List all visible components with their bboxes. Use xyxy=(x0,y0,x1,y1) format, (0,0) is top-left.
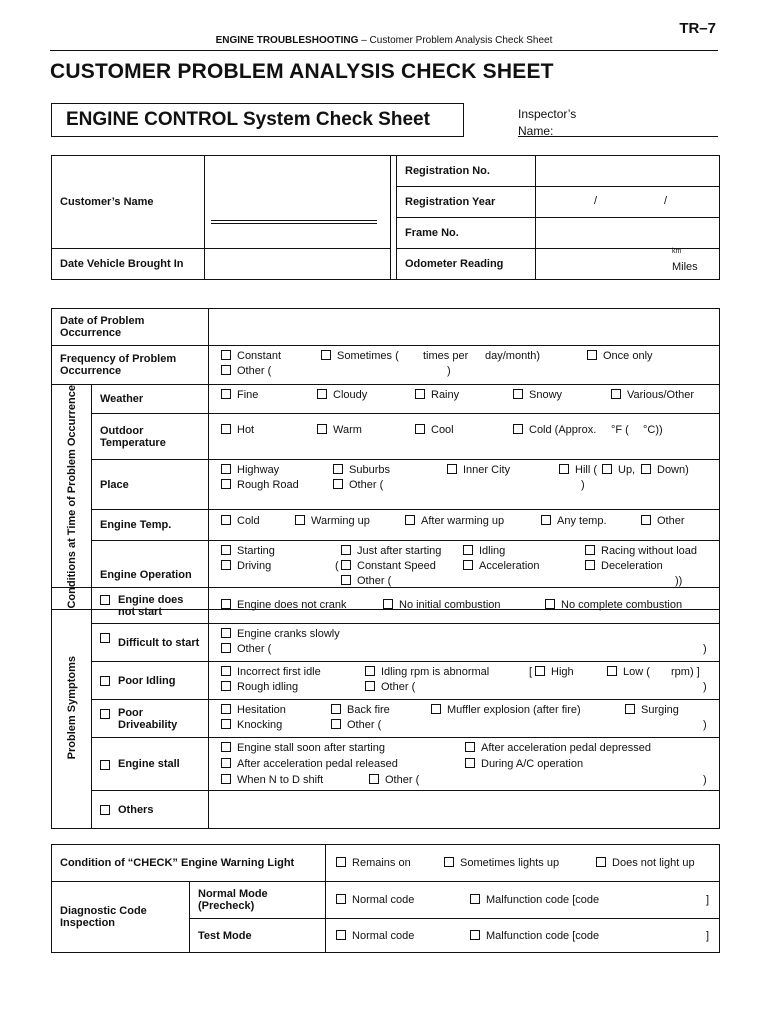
checkbox-icon xyxy=(415,389,425,399)
checkbox-icon xyxy=(625,704,635,714)
diff-close: ) xyxy=(703,643,707,655)
header-rule xyxy=(50,50,718,51)
checkbox-icon xyxy=(221,389,231,399)
checkbox-icon xyxy=(100,633,110,643)
odometer-label: Odometer Reading xyxy=(397,249,536,280)
op-racing[interactable]: Racing without load xyxy=(585,545,697,557)
symptoms-label: Problem Symptoms xyxy=(65,656,78,760)
idle-rpm-abnormal[interactable]: Idling rpm is abnormal xyxy=(365,666,489,678)
sym-others[interactable]: Others xyxy=(92,791,209,829)
test-mode-options xyxy=(326,919,720,953)
temp-cold[interactable]: Cold (Approx. xyxy=(513,424,596,436)
op-acceleration[interactable]: Acceleration xyxy=(463,560,540,572)
checkbox-icon xyxy=(463,560,473,570)
dns-no-crank[interactable]: Engine does not crank xyxy=(221,599,346,611)
op-constant-speed[interactable]: Constant Speed xyxy=(341,560,436,572)
checkbox-icon xyxy=(545,599,555,609)
eng-temp-after[interactable]: After warming up xyxy=(405,515,504,527)
checkbox-icon xyxy=(317,424,327,434)
sym-engine-stall[interactable]: Engine stall xyxy=(92,738,209,791)
checkbox-icon xyxy=(369,774,379,784)
customer-table xyxy=(51,155,720,280)
weather-options xyxy=(209,385,720,414)
subtitle-box xyxy=(51,103,464,137)
stall-ac[interactable]: During A/C operation xyxy=(465,758,583,770)
inspector-line2: Name: xyxy=(518,124,554,138)
checkbox-icon xyxy=(331,719,341,729)
stall-other[interactable]: Other ( xyxy=(369,774,419,786)
reg-year-sep2: / xyxy=(664,195,668,207)
idle-high[interactable]: High xyxy=(535,666,574,678)
checkbox-icon xyxy=(336,894,346,904)
checkbox-icon xyxy=(331,704,341,714)
normal-mode-label: Normal Mode (Precheck) xyxy=(190,882,326,919)
weather-cloudy[interactable]: Cloudy xyxy=(317,389,367,401)
nm-close: ] xyxy=(706,894,710,906)
weather-various[interactable]: Various/Other xyxy=(611,389,694,401)
checkbox-icon xyxy=(607,666,617,676)
checkbox-icon xyxy=(336,857,346,867)
name-underline xyxy=(211,220,377,224)
checkbox-icon xyxy=(100,709,110,719)
checkbox-icon xyxy=(221,350,231,360)
freq-other[interactable]: Other ( xyxy=(221,365,271,377)
checkbox-icon xyxy=(585,560,595,570)
checkbox-icon xyxy=(641,515,651,525)
stall-pedal-depressed[interactable]: After acceleration pedal depressed xyxy=(465,742,651,754)
op-just-after[interactable]: Just after starting xyxy=(341,545,441,557)
checkbox-icon xyxy=(341,560,351,570)
checkbox-icon xyxy=(470,894,480,904)
checkbox-icon xyxy=(221,464,231,474)
checkbox-icon xyxy=(447,464,457,474)
checkbox-icon xyxy=(221,774,231,784)
checkbox-icon xyxy=(295,515,305,525)
checkbox-icon xyxy=(365,666,375,676)
stall-soon-after[interactable]: Engine stall soon after starting xyxy=(221,742,385,754)
date-brought-in-field[interactable] xyxy=(205,249,391,280)
diff-other[interactable]: Other ( xyxy=(221,643,271,655)
checkbox-icon xyxy=(333,479,343,489)
checkbox-icon xyxy=(221,742,231,752)
checkbox-icon xyxy=(221,599,231,609)
conditions-label: Conditions at Time of Problem Occurrence xyxy=(65,385,78,609)
freq-times-per: times per xyxy=(423,350,469,362)
subtitle: ENGINE CONTROL System Check Sheet xyxy=(66,109,430,130)
checkbox-icon xyxy=(470,930,480,940)
weather-label: Weather xyxy=(92,385,209,414)
place-highway[interactable]: Highway xyxy=(221,464,279,476)
header-section: ENGINE TROUBLESHOOTING xyxy=(215,35,359,46)
checkbox-icon xyxy=(221,704,231,714)
test-mode-label: Test Mode xyxy=(190,919,326,953)
symptoms-table xyxy=(51,587,720,829)
op-paren: ( xyxy=(335,559,339,572)
checkbox-icon xyxy=(383,599,393,609)
checkbox-icon xyxy=(333,464,343,474)
checkbox-icon xyxy=(100,760,110,770)
frequency-label: Frequency of Problem Occurrence xyxy=(52,346,209,385)
outdoor-temp-options xyxy=(209,414,720,460)
temp-celsius: °C)) xyxy=(643,424,663,437)
checkbox-icon xyxy=(221,628,231,638)
drive-close: ) xyxy=(703,719,707,731)
page-title: CUSTOMER PROBLEM ANALYSIS CHECK SHEET xyxy=(50,60,554,83)
checkbox-icon xyxy=(611,389,621,399)
idle-other[interactable]: Other ( xyxy=(365,681,415,693)
nm-normal-code[interactable]: Normal code xyxy=(336,894,414,906)
checkbox-icon xyxy=(221,681,231,691)
odometer-field[interactable] xyxy=(536,249,720,280)
drive-knocking[interactable]: Knocking xyxy=(221,719,282,731)
place-inner-city[interactable]: Inner City xyxy=(447,464,510,476)
difficult-options xyxy=(209,624,720,662)
idle-rough[interactable]: Rough idling xyxy=(221,681,298,693)
date-occurrence-label: Date of Problem Occurrence xyxy=(52,309,209,346)
check-light-label: Condition of “CHECK” Engine Warning Light xyxy=(52,845,326,882)
frame-no-field[interactable] xyxy=(536,218,720,249)
checkbox-icon xyxy=(585,545,595,555)
freq-constant[interactable]: Constant xyxy=(221,350,281,362)
checkbox-icon xyxy=(431,704,441,714)
checkbox-icon xyxy=(221,758,231,768)
checkbox-icon xyxy=(465,758,475,768)
checkbox-icon xyxy=(100,805,110,815)
checkbox-icon xyxy=(341,545,351,555)
checkbox-icon xyxy=(221,424,231,434)
place-hill[interactable]: Hill ( xyxy=(559,464,597,476)
checkbox-icon xyxy=(587,350,597,360)
checkbox-icon xyxy=(513,424,523,434)
checkbox-icon xyxy=(535,666,545,676)
checkbox-icon xyxy=(100,595,110,605)
outdoor-temp-label: Outdoor Temperature xyxy=(92,414,209,460)
place-other[interactable]: Other ( xyxy=(333,479,383,491)
freq-day-month: day/month) xyxy=(485,350,541,362)
poor-idling-options xyxy=(209,662,720,700)
conditions-vertical-cell xyxy=(52,385,92,610)
checkbox-icon xyxy=(341,575,351,585)
occurrence-table xyxy=(51,308,720,610)
eng-temp-warming[interactable]: Warming up xyxy=(295,515,370,527)
temp-fahrenheit: °F ( xyxy=(611,424,629,437)
idle-rpm: rpm) ] xyxy=(671,666,700,678)
check-light-options xyxy=(326,845,720,882)
op-idling[interactable]: Idling xyxy=(463,545,505,557)
idle-bracket: [ xyxy=(529,666,533,678)
light-remains-on[interactable]: Remains on xyxy=(336,857,411,869)
drive-surging[interactable]: Surging xyxy=(625,704,679,716)
weather-snowy[interactable]: Snowy xyxy=(513,389,562,401)
drive-other[interactable]: Other ( xyxy=(331,719,381,731)
frame-no-label: Frame No. xyxy=(397,218,536,249)
stall-pedal-released[interactable]: After acceleration pedal released xyxy=(221,758,398,770)
page-number: TR–7 xyxy=(679,20,716,37)
idle-close: ) xyxy=(703,681,707,693)
freq-close: ) xyxy=(447,365,451,377)
date-brought-in-label: Date Vehicle Brought In xyxy=(52,249,205,280)
checkbox-icon xyxy=(559,464,569,474)
checkbox-icon xyxy=(415,424,425,434)
checkbox-icon xyxy=(541,515,551,525)
inspector-name-field[interactable] xyxy=(518,136,718,137)
eng-temp-cold[interactable]: Cold xyxy=(221,515,260,527)
eng-temp-any[interactable]: Any temp. xyxy=(541,515,607,527)
drive-muffler[interactable]: Muffler explosion (after fire) xyxy=(431,704,581,716)
tm-close: ] xyxy=(706,930,710,942)
drive-hesitation[interactable]: Hesitation xyxy=(221,704,286,716)
light-not-light[interactable]: Does not light up xyxy=(596,857,695,869)
stall-close: ) xyxy=(703,774,707,786)
nm-malfunction-code[interactable]: Malfunction code [code xyxy=(470,894,599,906)
checkbox-icon xyxy=(602,464,612,474)
checkbox-icon xyxy=(321,350,331,360)
symptoms-vertical-cell xyxy=(52,588,92,829)
freq-sometimes[interactable]: Sometimes ( xyxy=(321,350,399,362)
tm-malfunction-code[interactable]: Malfunction code [code xyxy=(470,930,599,942)
checkbox-icon xyxy=(221,479,231,489)
inspector-label xyxy=(518,106,718,140)
place-suburbs[interactable]: Suburbs xyxy=(333,464,390,476)
normal-mode-options xyxy=(326,882,720,919)
op-driving[interactable]: Driving xyxy=(221,560,271,572)
checkbox-icon xyxy=(465,742,475,752)
checkbox-icon xyxy=(317,389,327,399)
checkbox-icon xyxy=(221,545,231,555)
temp-cool[interactable]: Cool xyxy=(415,424,454,436)
temp-hot[interactable]: Hot xyxy=(221,424,254,436)
checkbox-icon xyxy=(463,545,473,555)
date-occurrence-field[interactable] xyxy=(209,309,720,346)
place-rough-road[interactable]: Rough Road xyxy=(221,479,299,491)
eng-temp-other[interactable]: Other xyxy=(641,515,685,527)
engine-temp-label: Engine Temp. xyxy=(92,510,209,541)
customer-name-label: Customer’s Name xyxy=(52,156,205,249)
checkbox-icon xyxy=(405,515,415,525)
checkbox-icon xyxy=(100,676,110,686)
checkbox-icon xyxy=(513,389,523,399)
checkbox-icon xyxy=(221,365,231,375)
odometer-miles: Miles xyxy=(672,261,698,273)
checkbox-icon xyxy=(596,857,606,867)
op-close: )) xyxy=(675,574,683,587)
running-header xyxy=(0,35,768,46)
op-starting[interactable]: Starting xyxy=(221,545,275,557)
checkbox-icon xyxy=(444,857,454,867)
drive-back-fire[interactable]: Back fire xyxy=(331,704,390,716)
reg-year-sep1: / xyxy=(594,195,598,207)
checkbox-icon xyxy=(641,464,651,474)
stall-n-to-d[interactable]: When N to D shift xyxy=(221,774,323,786)
registration-no-field[interactable] xyxy=(536,156,720,187)
registration-year-field[interactable] xyxy=(536,187,720,218)
freq-once-only[interactable]: Once only xyxy=(587,350,653,362)
place-label: Place xyxy=(92,460,209,510)
idle-low[interactable]: Low ( xyxy=(607,666,650,678)
header-dash: – xyxy=(361,35,367,46)
weather-fine[interactable]: Fine xyxy=(221,389,258,401)
diff-cranks-slowly[interactable]: Engine cranks slowly xyxy=(221,628,340,640)
op-deceleration[interactable]: Deceleration xyxy=(585,560,663,572)
weather-rainy[interactable]: Rainy xyxy=(415,389,459,401)
diagnostic-table xyxy=(51,844,720,953)
sym-difficult-start[interactable]: Difficult to start xyxy=(92,624,209,662)
odometer-km: km xyxy=(672,248,682,255)
frequency-options xyxy=(209,346,720,385)
tm-normal-code[interactable]: Normal code xyxy=(336,930,414,942)
place-hill-down[interactable]: Down) xyxy=(641,464,689,476)
header-subsection: Customer Problem Analysis Check Sheet xyxy=(369,35,553,46)
temp-warm[interactable]: Warm xyxy=(317,424,362,436)
place-hill-up[interactable]: Up, xyxy=(602,464,635,476)
engine-operation-label: Engine Operation xyxy=(92,540,209,609)
checkbox-icon xyxy=(221,643,231,653)
registration-no-label: Registration No. xyxy=(397,156,536,187)
sym-poor-driveability[interactable]: Poor Driveability xyxy=(92,700,209,738)
checkbox-icon xyxy=(336,930,346,940)
inspector-line1: Inspector’s xyxy=(518,107,577,121)
checkbox-icon xyxy=(221,515,231,525)
sym-poor-idling[interactable]: Poor Idling xyxy=(92,662,209,700)
idle-incorrect-first[interactable]: Incorrect first idle xyxy=(221,666,321,678)
checkbox-icon xyxy=(221,719,231,729)
dns-no-complete[interactable]: No complete combustion xyxy=(545,599,682,611)
engine-stall-options xyxy=(209,738,720,791)
place-close: ) xyxy=(581,479,585,492)
engine-temp-options xyxy=(209,510,720,541)
op-other[interactable]: Other ( xyxy=(341,575,391,587)
customer-name-field[interactable] xyxy=(205,156,391,249)
place-options xyxy=(209,460,720,510)
others-field[interactable] xyxy=(209,791,720,829)
checkbox-icon xyxy=(365,681,375,691)
sym-does-not-start[interactable]: Engine does not start xyxy=(92,588,209,624)
poor-drive-options xyxy=(209,700,720,738)
dns-no-initial[interactable]: No initial combustion xyxy=(383,599,501,611)
does-not-start-options xyxy=(209,588,720,624)
checkbox-icon xyxy=(221,560,231,570)
registration-year-label: Registration Year xyxy=(397,187,536,218)
checkbox-icon xyxy=(221,666,231,676)
diagnostic-label: Diagnostic Code Inspection xyxy=(52,882,190,953)
light-sometimes[interactable]: Sometimes lights up xyxy=(444,857,559,869)
